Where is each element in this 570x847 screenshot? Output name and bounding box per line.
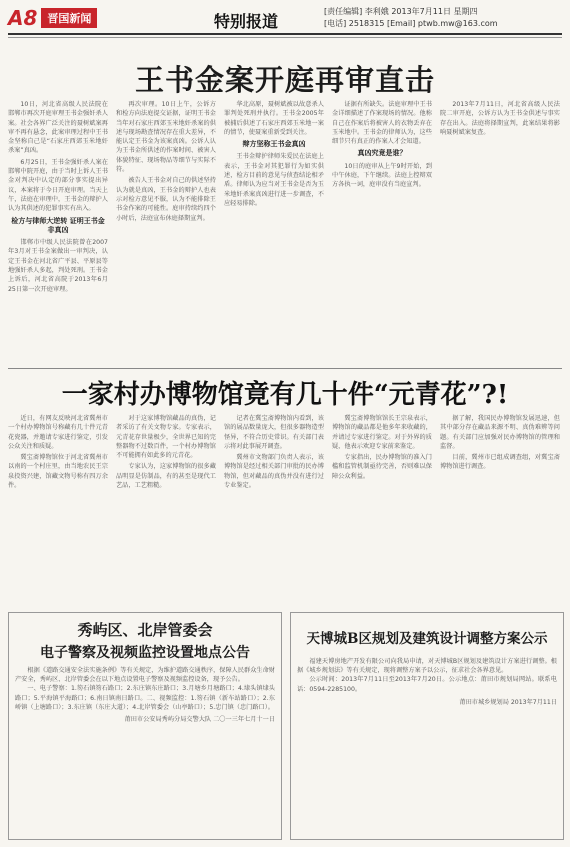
- header-rule-thin: [8, 37, 562, 38]
- article1-column-2: [116, 100, 216, 365]
- article1-col4-para1: 证据有所缺失。法庭审理中王书金详细描述了作案现场的情况。他称自己在作案后将被害人的衣物丢弃在玉米地中。王书金的律师认为，这些细节只有真正的作案人才会知道。: [332, 101, 432, 146]
- brand-label: 晋国新闻: [41, 8, 97, 28]
- article2-col2-para2: 专家认为，这家博物馆的很多藏品明显是仿制品，有的甚至是现代工艺品，工艺粗糙。: [116, 463, 216, 490]
- article2-col2-para1: 对于这家博物馆藏品的真伪，记者采访了有关文物专家。专家表示，元青花存世量极少，全世界已知的完整器物不过数百件，一个村办博物馆不可能拥有如此多的元青花。: [116, 415, 216, 460]
- notice-right-body-para1: 福建天博房地产开发有限公司向我局申请，对天博城B区规划及建筑设计方案进行调整。根据《城乡规划法》等有关规定，现将调整方案予以公示，征求社会各界意见。: [297, 658, 557, 675]
- page-number: A8: [8, 6, 38, 30]
- article1-col5-para1: 2013年7月11日，河北省高级人民法院二审开庭，公诉方认为王书金供述与事实存在出入。法庭将择期宣判，此案结果将影响聂树斌案复查。: [440, 101, 560, 136]
- article2-column-1: [8, 414, 108, 582]
- header-meta: [324, 6, 498, 30]
- notice-right-body: [291, 647, 563, 707]
- notice-left-footer: 莆田市公安局秀屿分局交警大队 二〇一三年七月十一日: [124, 716, 275, 724]
- article1-col4-subhead: 真凶究竟是谁？: [357, 149, 407, 158]
- article2-headline-text: 一家村办博物馆竟有几十件: [61, 380, 374, 410]
- notice-right-footer: 莆田市城乡规划局 2013年7月11日: [459, 698, 557, 706]
- notice-box-right: [290, 612, 564, 840]
- article2-col1-para2: 冀宝斋博物馆位于河北省冀州市以南的一个村庄里，由当地农民王宗泉投资兴建，馆藏文物号称有四万余件。: [8, 454, 108, 490]
- section-title: 特别报道: [214, 12, 279, 31]
- article2-column-2: [116, 414, 216, 582]
- article2-col4-para2: 专家指出，民办博物馆的准入门槛和监管机制亟待完善，否则难以保障公众利益。: [332, 454, 432, 480]
- article2-col3-para1: 记者在冀宝斋博物馆内看到，该馆的展品数量庞大，但很多器物造型怪异，不符合历史常识。有关部门表示将对此事展开调查。: [224, 415, 324, 450]
- article1-col1-para2: 6月25日，王书金强奸杀人案在邯郸中院开庭，由于当时上诉人王书金对判决中认定的部分事实提出异议，本案将于今日开庭审理。当天上午，法庭在审理中，王书金的辩护人认为其供述的犯罪事实有出入。: [8, 158, 108, 213]
- article2-col4-para1: 冀宝斋博物馆馆长王宗泉表示，博物馆的藏品都是他多年来收藏的，并请过专家进行鉴定。对于外界的质疑，他表示欢迎专家前来鉴定。: [332, 415, 432, 450]
- page-header: [0, 0, 570, 46]
- notice-left-body-para: 根据《道路交通安全法实施条例》等有关规定，为维护道路交通秩序，保障人民群众生命财产安全，秀屿区、北岸管委会在以下地点设置电子警察及视频监控设备，现予公告。: [15, 667, 275, 684]
- notice-box-left: [8, 612, 282, 840]
- header-meta-line1: [责任编辑] 李利娥 2013年7月11日 星期四: [324, 7, 478, 16]
- article2-col1-para1: 近日，有网友反映河北省冀州市一个村办博物馆号称藏有几十件元青花瓷器，并邀请专家进行鉴定，引发公众关注和质疑。: [8, 415, 108, 450]
- notice-left-title2: 电子警察及视频监控设置地点公告: [40, 645, 250, 661]
- article2-column-3: [224, 414, 324, 582]
- notice-left-list: 一、电子警察：1.笏石镇笏石路口；2.东庄镇东庄路口；3.月塘乡月塘路口；4.埭头镇埭头路口；5.平海镇平海路口；6.南日镇南日路口。二、视频监控：1.笏石镇（新车站路口）；2.东峤镇（上塘路口）；3.东庄镇（东庄大道）；4.北岸管委会（山亭路口）；5.忠门镇（忠门路口）。: [15, 685, 275, 711]
- notice-right-title: 天博城B区规划及建筑设计调整方案公示: [306, 631, 548, 647]
- notice-left-body: [9, 662, 281, 724]
- article2-col5-para2: 目前，冀州市已组成调查组，对冀宝斋博物馆进行调查。: [440, 454, 560, 471]
- notice-right-body-para2: 公示时间：2013年7月11日至2013年7月20日。公示地点：莆田市规划局网站。联系电话：0594-2285100。: [297, 676, 557, 693]
- notice-left-title1: 秀屿区、北岸管委会: [77, 621, 213, 639]
- article2-col5-para1: 据了解，我国民办博物馆发展迅速，但其中部分存在藏品来源不明、真伪难辨等问题。有关部门应加强对民办博物馆的管理和监督。: [440, 415, 560, 450]
- article2-column-4: [332, 414, 432, 582]
- article1-col1-para3: 邯郸市中级人民法院曾在2007年3月对王书金案做出一审判决，认定王书金在河北省广平县、平原县等地强奸杀人多起，判处死刑。王书金上诉后，河北省高院于2013年6月25日第一次开庭审理。: [8, 239, 108, 293]
- header-rule: [8, 33, 562, 35]
- article2-col3-para2: 冀州市文物部门负责人表示，该博物馆是经过相关部门审批的民办博物馆，但对藏品的真伪并没有进行过专业鉴定。: [224, 454, 324, 490]
- article1-column-5: [440, 100, 560, 365]
- article1-col1-subhead: 检方与律师大逆转 证明王书金非真凶: [11, 216, 105, 234]
- article1-col4-para2: 10日的庭审从上午9时开始，到中午休庭，下午继续。法庭上控辩双方各执一词，庭审没有当庭宣判。: [332, 162, 432, 189]
- article1-column-3: [224, 100, 324, 365]
- article1-headline: 王书金案开庭再审直击: [134, 63, 435, 97]
- article2-column-5: [440, 414, 560, 582]
- header-meta-line2: [电话] 2518315 [Email] ptwb.mw@163.com: [324, 19, 498, 28]
- article1-col3-para2: 王书金辩护律师朱爱民在法庭上表示，王书金对其犯罪行为如实供述，检方目前的意见与侦查结论相矛盾。律师认为应当对王书金是否为玉米地奸杀案真凶进行进一步调查，不应轻易排除。: [224, 153, 324, 207]
- article1-column-4: [332, 100, 432, 365]
- article2-headline: [0, 374, 570, 411]
- article-divider: [8, 368, 562, 369]
- article1-col3-subhead: 辩方坚称王书金真凶: [242, 140, 306, 149]
- masthead: [8, 6, 97, 30]
- article1-col1-para1: 10日，河北省高级人民法院在邯郸市再次开庭审理王书金强奸杀人案。社会各界广泛关注的聂树斌案再审不再有悬念，此案审理过程中王书金坚称自己是“石家庄西郊玉米地奸杀案”真凶。: [8, 101, 108, 155]
- article1-col2-para2: 被告人王书金对自己的供述坚持认为就是真凶，王书金的辩护人也表示对检方意见不服，认为不能排除王书金作案的可能性。庭审持续约四个小时后，法庭宣布休庭择期宣判。: [116, 177, 216, 222]
- article2-headline-quote: “元青花”?!: [373, 380, 509, 410]
- article1-col2-para1: 再次审理。10日上午，公诉方和检方向法庭提交证据，证明王书金当年对石家庄西郊玉米地奸杀案的供述与现场勘查情况存在重大差异，不能认定王书金为该案真凶。公诉人认为王书金所供述的作案时间、被害人体貌特征、现场物品等细节与实际不符。: [116, 101, 216, 174]
- article1-column-1: [8, 100, 108, 365]
- article1-col3-para1: 华北高原，聂树斌被以故意杀人罪判处死刑并执行。王书金2005年被捕后供述了石家庄西郊玉米地一案的情节，使聂案重新受到关注。: [224, 101, 324, 136]
